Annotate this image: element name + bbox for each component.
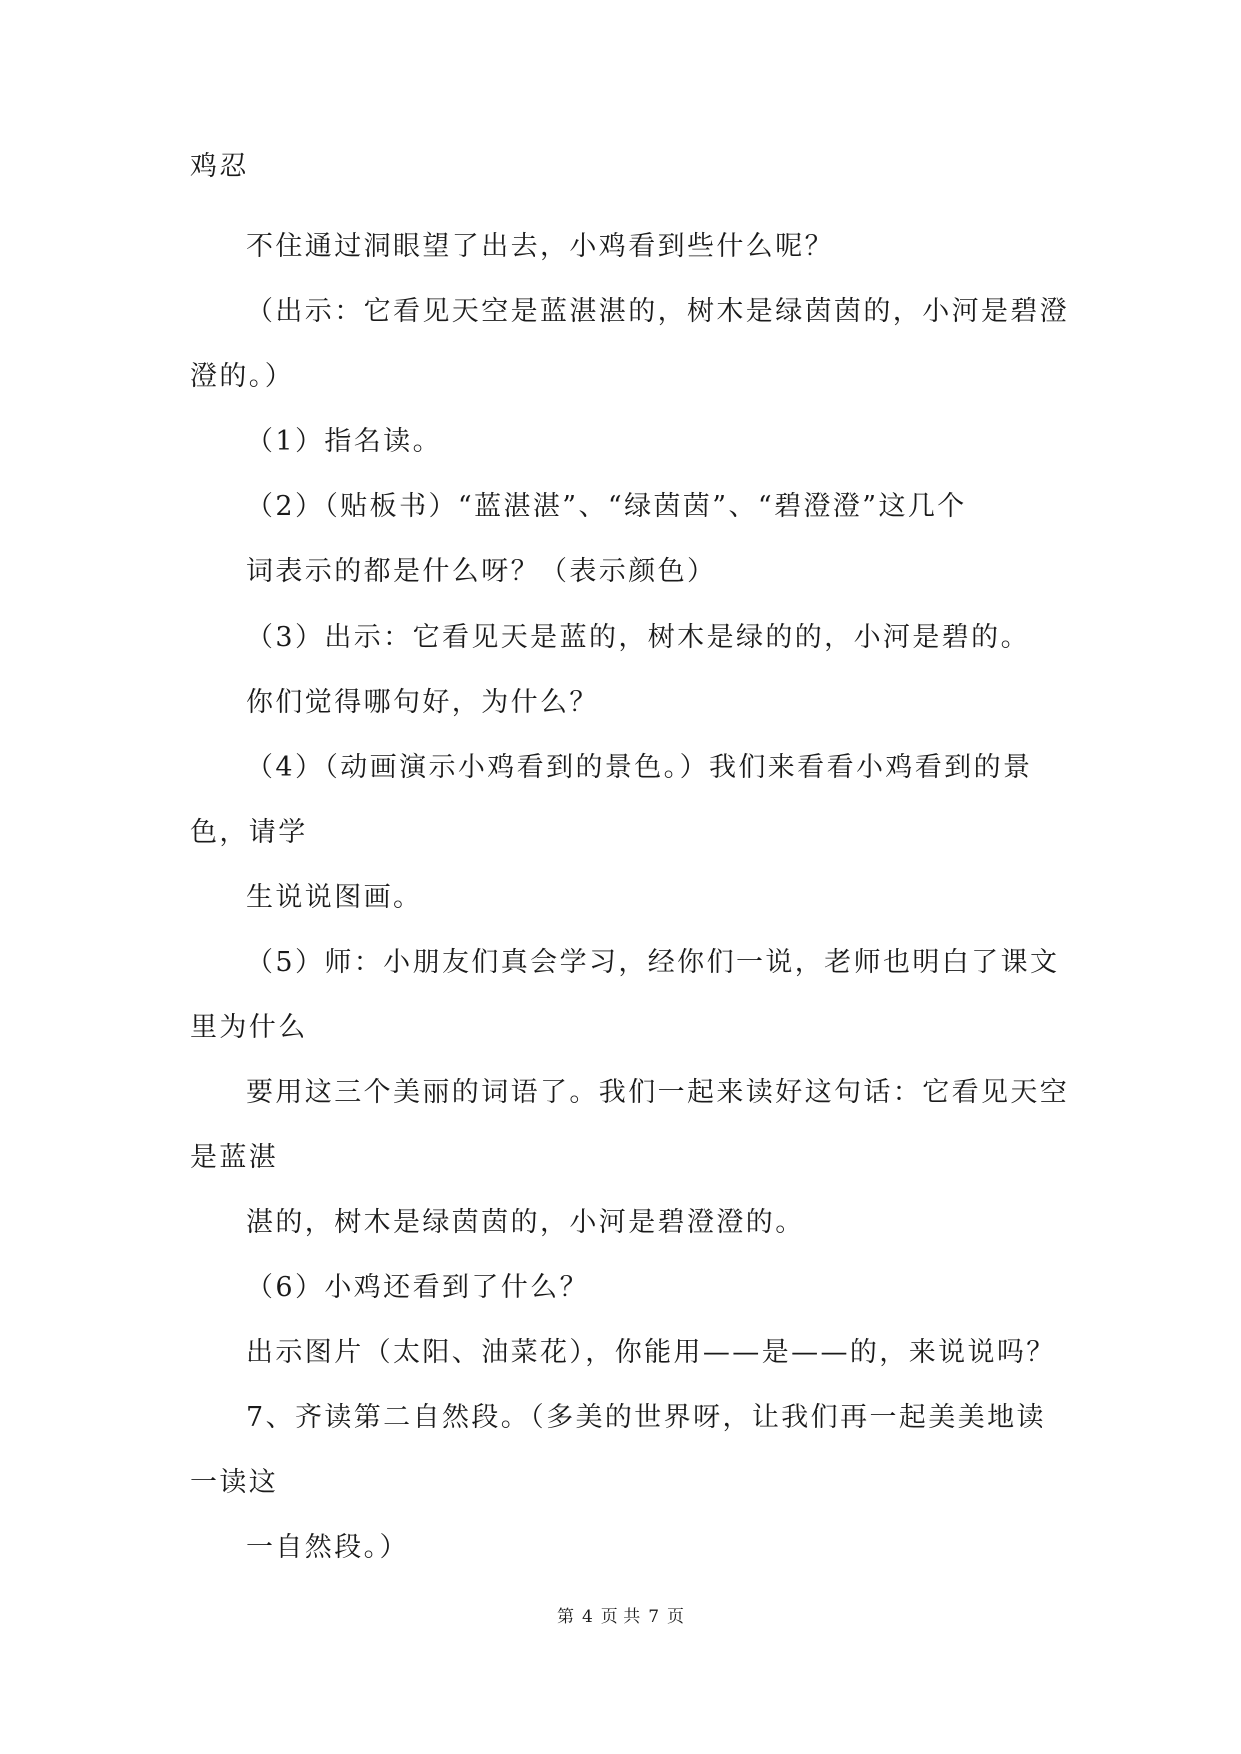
current-page-number: 4 (581, 1607, 593, 1627)
text-line: 是蓝湛 (190, 1142, 279, 1173)
text-line: 色，请学 (190, 817, 308, 848)
text-line: 你们觉得哪句好，为什么？ (246, 687, 599, 718)
text-line: 湛的，树木是绿茵茵的，小河是碧澄澄的。 (246, 1207, 805, 1238)
text-line: （6）小鸡还看到了什么？ (246, 1272, 589, 1303)
text-line: （4）（动画演示小鸡看到的景色。）我们来看看小鸡看到的景 (246, 752, 1033, 783)
text-line: 澄的。） (190, 361, 295, 392)
text-line: 出示图片（太阳、油菜花），你能用——是——的，来说说吗？ (246, 1337, 1056, 1368)
text-line: （1）指名读。 (246, 426, 442, 457)
text-line: 一读这 (190, 1467, 279, 1498)
text-line: （出示：它看见天空是蓝湛湛的，树木是绿茵茵的，小河是碧澄 (246, 296, 1070, 327)
text-line: （3）出示：它看见天是蓝的，树木是绿的的，小河是碧的。 (246, 622, 1030, 653)
text-line: （5）师：小朋友们真会学习，经你们一说，老师也明白了课文 (246, 947, 1060, 978)
text-line: 里为什么 (190, 1012, 308, 1043)
footer-suffix: 页 (667, 1607, 685, 1627)
text-line: 词表示的都是什么呀？（表示颜色） (246, 556, 717, 587)
text-line: 7、齐读第二自然段。（多美的世界呀，让我们再一起美美地读 (246, 1402, 1046, 1433)
text-line: 不住通过洞眼望了出去，小鸡看到些什么呢？ (246, 231, 834, 262)
text-line: 要用这三个美丽的词语了。我们一起来读好这句话：它看见天空 (246, 1077, 1070, 1108)
text-line: 生说说图画。 (246, 882, 423, 913)
total-page-number: 7 (648, 1607, 660, 1627)
text-line: （2）（贴板书）“蓝湛湛”、“绿茵茵”、“碧澄澄”这几个 (246, 491, 967, 522)
page-footer (0, 1606, 1241, 1628)
text-line: 鸡忍 (190, 151, 249, 182)
text-line: 一自然段。） (246, 1532, 409, 1563)
footer-prefix: 第 (556, 1607, 574, 1627)
footer-middle: 页 共 (600, 1607, 641, 1627)
